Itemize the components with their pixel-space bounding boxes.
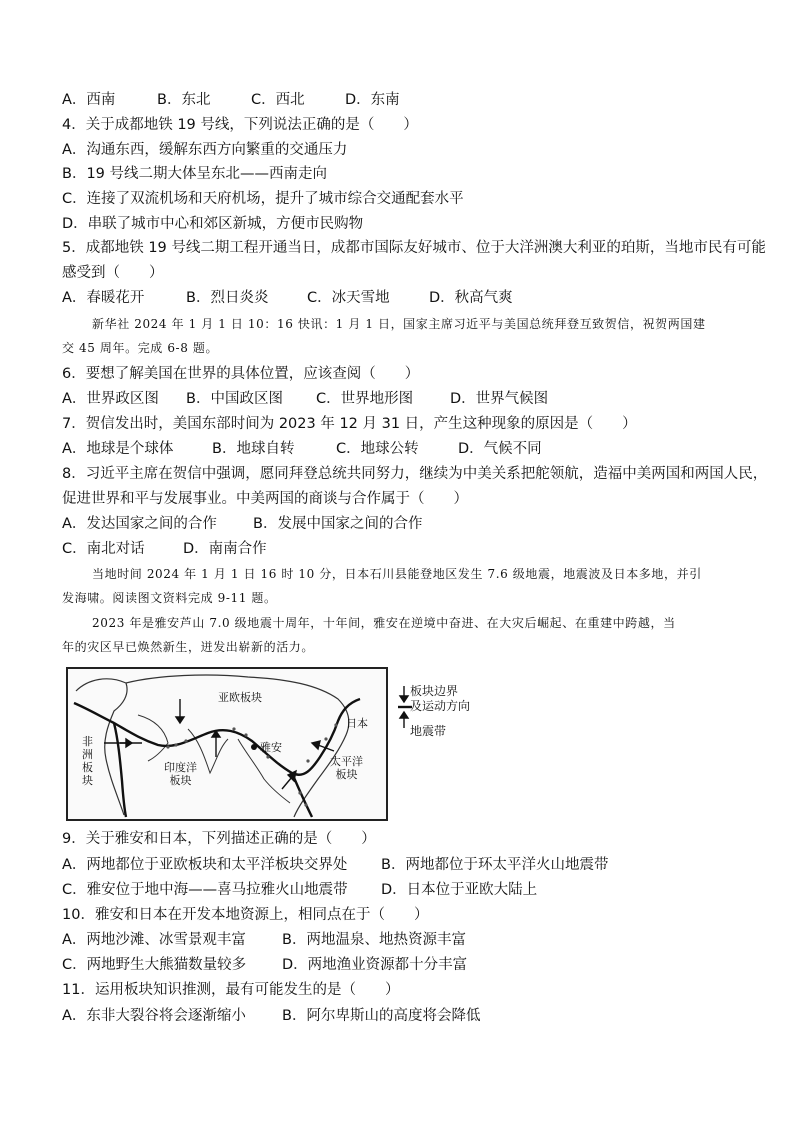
legend-boundary-label xyxy=(410,684,470,714)
q5-option-a: A．春暖花开 xyxy=(62,290,145,306)
q10-option-d: D．两地渔业资源都十分丰富 xyxy=(282,957,468,973)
q9-option-a: A．两地都位于亚欧板块和太平洋板块交界处 xyxy=(62,857,348,873)
q10-option-b: B．两地温泉、地热资源丰富 xyxy=(282,932,466,948)
label-eurasian-plate: 亚欧板块 xyxy=(218,691,262,704)
q5-stem-line2: 感受到（ ） xyxy=(62,265,164,281)
q8-option-a: A．发达国家之间的合作 xyxy=(62,516,217,532)
label-african-plate-char: 块 xyxy=(82,774,93,787)
q4-option-d: D．串联了城市中心和郊区新城，方便市民购物 xyxy=(62,216,364,232)
q6-option-c: C．世界地形图 xyxy=(316,391,414,407)
q5-option-c: C．冰天雪地 xyxy=(307,290,390,306)
q3-option-a: A．西南 xyxy=(62,92,116,108)
label-african-plate-char: 板 xyxy=(82,761,93,774)
legend-quake-label: 地震带 xyxy=(410,724,447,738)
label-african-plate-char: 非 xyxy=(82,735,93,748)
plate-boundary-south xyxy=(292,773,312,817)
q7-option-c: C．地球公转 xyxy=(336,441,419,457)
q11-stem: 11．运用板块知识推测，最有可能发生的是（ ） xyxy=(62,982,400,998)
q9-option-d: D．日本位于亚欧大陆上 xyxy=(381,882,538,898)
q4-stem: 4．关于成都地铁 19 号线，下列说法正确的是（ ） xyxy=(62,117,418,133)
label-pacific-plate xyxy=(330,755,363,781)
yaan-marker xyxy=(251,744,257,750)
label-indian-ocean-plate-line: 印度洋 xyxy=(164,761,197,774)
label-african-plate-char: 洲 xyxy=(82,748,93,761)
q7-option-b: B．地球自转 xyxy=(212,441,295,457)
q9-stem: 9．关于雅安和日本，下列描述正确的是（ ） xyxy=(62,831,376,847)
q3-option-d: D．东南 xyxy=(345,92,400,108)
q8-option-d: D．南南合作 xyxy=(183,541,267,557)
legend-boundary-label-line: 板块边界 xyxy=(410,684,459,698)
material2-line3: 2023 年是雅安芦山 7.0 级地震十周年，十年间，雅安在逆境中奋进、在大灾后崛起、在重建中跨越，当 xyxy=(92,616,676,630)
q7-stem: 7．贺信发出时，美国东部时间为 2023 年 12 月 31 日，产生这种现象的原因是（ ） xyxy=(62,416,637,432)
q10-stem: 10．雅安和日本在开发本地资源上，相同点在于（ ） xyxy=(62,907,429,923)
label-pacific-plate-line: 太平洋 xyxy=(330,755,363,768)
material2-line2: 发海啸。阅读图文资料完成 9-11 题。 xyxy=(62,591,277,605)
material2-line1: 当地时间 2024 年 1 月 1 日 16 时 10 分，日本石川县能登地区发生 7.6 级地震，地震波及日本多地，并引 xyxy=(92,567,702,581)
label-african-plate xyxy=(82,735,95,787)
q11-option-a: A．东非大裂谷将会逐渐缩小 xyxy=(62,1008,246,1024)
label-indian-ocean-plate xyxy=(164,761,197,787)
material1-line1: 新华社 2024 年 1 月 1 日 10：16 快讯：1 月 1 日，国家主席习近平与美国总统拜登互致贺信，祝贺两国建 xyxy=(92,317,706,331)
q6-option-a: A．世界政区图 xyxy=(62,391,159,407)
q4-option-c: C．连接了双流机场和天府机场，提升了城市综合交通配套水平 xyxy=(62,191,464,207)
q10-option-a: A．两地沙滩、冰雪景观丰富 xyxy=(62,932,246,948)
q5-option-d: D．秋高气爽 xyxy=(429,290,513,306)
q9-option-b: B．两地都位于环太平洋火山地震带 xyxy=(381,857,609,873)
q8-option-c: C．南北对话 xyxy=(62,541,145,557)
q4-option-a: A．沟通东西，缓解东西方向繁重的交通压力 xyxy=(62,142,348,158)
plate-map xyxy=(66,667,388,821)
q3-option-c: C．西北 xyxy=(251,92,305,108)
legend-boundary-label-line: 及运动方向 xyxy=(410,699,471,713)
q7-option-a: A．地球是个球体 xyxy=(62,441,174,457)
q11-option-b: B．阿尔卑斯山的高度将会降低 xyxy=(282,1008,481,1024)
q8-stem-line2: 促进世界和平与发展事业。中美两国的商谈与合作属于（ ） xyxy=(62,491,468,507)
label-japan: 日本 xyxy=(346,717,368,730)
map-legend xyxy=(396,660,480,780)
label-yaan: 雅安 xyxy=(260,741,282,754)
label-indian-ocean-plate-line: 板块 xyxy=(169,774,192,787)
q5-option-b: B．烈日炎炎 xyxy=(186,290,269,306)
label-pacific-plate-line: 板块 xyxy=(335,768,358,781)
material1-line2: 交 45 周年。完成 6-8 题。 xyxy=(62,341,219,355)
q4-option-b: B．19 号线二期大体呈东北——西南走向 xyxy=(62,166,328,182)
q8-option-b: B．发展中国家之间的合作 xyxy=(253,516,423,532)
material2-line4: 年的灾区早已焕然新生，迸发出崭新的活力。 xyxy=(62,640,315,654)
q8-stem-line1: 8．习近平主席在贺信中强调，愿同拜登总统共同努力，继续为中美关系把舵领航，造福中美两国和两国人民， xyxy=(62,466,768,482)
q10-option-c: C．两地野生大熊猫数量较多 xyxy=(62,957,247,973)
q6-stem: 6．要想了解美国在世界的具体位置，应该查阅（ ） xyxy=(62,366,420,382)
q7-option-d: D．气候不同 xyxy=(458,441,542,457)
q6-option-d: D．世界气候图 xyxy=(450,391,549,407)
q6-option-b: B．中国政区图 xyxy=(186,391,283,407)
q3-option-b: B．东北 xyxy=(157,92,211,108)
q9-option-c: C．雅安位于地中海——喜马拉雅火山地震带 xyxy=(62,882,348,898)
q5-stem-line1: 5．成都地铁 19 号线二期工程开通当日，成都市国际友好城市、位于大洋洲澳大利亚的珀斯，当地市民有可能 xyxy=(62,240,766,256)
